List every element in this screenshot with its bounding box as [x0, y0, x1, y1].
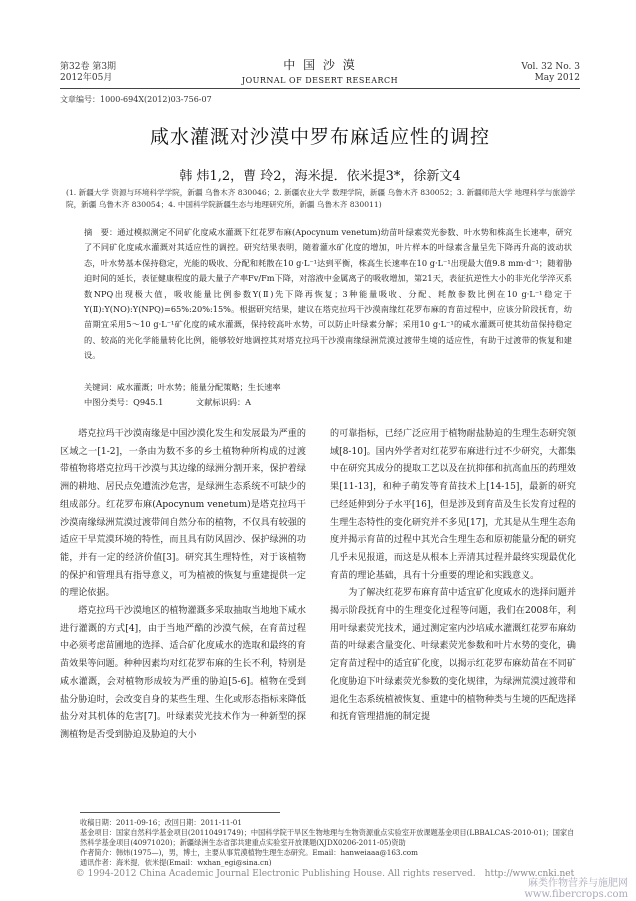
abstract: 摘 要：通过模拟测定不同矿化度咸水灌溉下红花罗布麻(Apocynum venetum)幼苗叶绿素荧光参数、叶水势和株高生长速率，研究了不同矿化度咸水灌溉对其适应性的调控。研究结果表明，随着灌水矿化度的增加，叶片样本的叶绿素含量呈先下降再升高的波动状态，叶水势基本保持稳定，光能的吸收、分配和耗散在10 g·L⁻¹达到平衡，株高生长速率在10 g·L⁻¹出现最大值9.8 mm·d⁻¹；随着胁迫时间的延长，表征健康程度的最大量子产率Fv/Fm下降，对溶液中金属离子的吸收增加，第21天，表征抗逆性大小的非光化学淬灭系数NPQ出现极大值，吸收能量比例参数Y(Ⅱ)先下降再恢复；3种能量吸收、分配、耗散参数比例在10 g·L⁻¹稳定于Y(Ⅱ):Y(NO):Y(NPQ)=65%:20%:15%。根据研究结果，建议在塔克拉玛干沙漠南缘红花罗布麻的育苗过程中，应该分阶段抚育，幼苗期宜采用5～10 g·L⁻¹矿化度的咸水灌溉，保持较高叶水势，可以防止叶绿素分解；采用10 g·L⁻¹的咸水灌溉可使其幼苗保持稳定的、较高的光化学能量转化比例，能够较好地调控其对塔克拉玛干沙漠南缘绿洲荒漠过渡带生境的适应性，有助于过渡带的恢复和建设。	[84, 227, 572, 361]
body-column-left	[60, 426, 306, 745]
affiliations: (1. 新疆大学 资源与环境科学学院，新疆 乌鲁木齐 830046；2. 新疆农业大学 数理学院，新疆 乌鲁木齐 830052；3. 新疆师范大学 地理科学与旅游学院，新疆 乌鲁木齐 830054；4. 中国科学院新疆生态与地理研究所，新疆 乌鲁木齐 830011)	[66, 188, 576, 209]
article-number: 文章编号：1000-694X(2012)03-756-07	[60, 95, 212, 104]
paragraph: 塔克拉玛干沙漠地区的植物灌溉多采取抽取当地地下咸水进行灌溉的方式[4]，由于当地严酷的沙漠气候，在育苗过程中必须考虑苗圃地的选择、适合矿化度咸水的选取和最终的育苗效果等问题。种种因素均对红花罗布麻的生长不利，特别是咸水灌溉，会对植物形成较为严重的胁迫[5-6]。植物在受到盐分胁迫时，会改变自身的某些生理、生化或形态指标来降低盐分对其机体的危害[7]。叶绿素荧光技术作为一种新型的探测植物是否受到胁迫及胁迫的大小	[60, 606, 306, 740]
footnote-rule	[80, 812, 280, 813]
body-column-right	[330, 426, 576, 727]
paper-title: 咸水灌溉对沙漠中罗布麻适应性的调控	[149, 126, 490, 148]
fund-info: 基金项目：国家自然科学基金项目(20110491749)；中国科学院干旱区生物地理与生物资源重点实验室开放课题基金项目(LBBALCAS-2010-01)；国家自然科学基金项目(40971020)；新疆绿洲生态省部共建重点实验室开放课题(XJDX0206-2011-05)资助	[80, 828, 575, 847]
footnote	[80, 818, 580, 868]
watermark: 麻类作物营养与施肥网 www.fibercrops.com	[524, 878, 628, 900]
classification: 中图分类号：Q945.1 文献标识码：A	[84, 397, 252, 407]
paragraph: 为了解决红花罗布麻育苗中适宜矿化度咸水的选择问题并揭示阶段抚育中的生理变化过程等问题，我们在2008年，利用叶绿素荧光技术，通过测定室内沙培咸水灌溉红花罗布麻幼苗的叶绿素含量变化、叶绿素荧光参数和叶片水势的变化，确定育苗过程中的适宜矿化度，以揭示红花罗布麻幼苗在不同矿化度胁迫下叶绿素荧光参数的变化规律，为绿洲荒漠过渡带和退化生态系统植被恢复、重建中的植物种类与生境的匹配选择和抚育管理措施的制定提	[330, 588, 576, 723]
author-bio: 作者简介：韩炜(1975—)，男，博士，主要从事荒漠植物生理生态研究。Email：hanweiaaa@163.com	[80, 848, 418, 857]
volume-issue: 第32卷 第3期 2012年05月	[60, 62, 117, 83]
journal-title: 中 国 沙 漠 JOURNAL OF DESERT RESEARCH	[241, 58, 399, 85]
paragraph: 的可靠指标，已经广泛应用于植物耐盐胁迫的生理生态研究领域[8-10]。国内外学者对红花罗布麻进行过不少研究，大都集中在研究其成分的提取工艺以及在抗抑郁和抗高血压的药理效果[11-13]，和种子萌发等育苗技术上[14-15]，最新的研究已经延伸到分子水平[16]，但是涉及到育苗及生长发育过程的生理生态特性的变化研究并不多见[17]，尤其是从生理生态角度并揭示育苗的过程中其光合生理生态和原初能量分配的研究几乎未见报道，而这是从根本上弄清其过程并最终实现最优化育苗的理论基础，具有十分重要的理论和实践意义。	[330, 429, 577, 581]
keywords: 关键词：咸水灌溉；叶水势；能量分配策略；生长速率	[84, 382, 281, 392]
volume-issue-en: Vol. 32 No. 3 May 2012	[521, 62, 580, 83]
header-rule	[60, 88, 580, 89]
author-list: 韩 炜1,2，曹 玲2，海米提．依米提3*，徐新文4	[179, 169, 461, 184]
received-date: 收稿日期：2011-09-16；改回日期：2011-11-01	[80, 818, 242, 827]
copyright-notice: © 1994-2012 China Academic Journal Electronic Publishing House. All rights reserved. http://www.cnki.net	[75, 869, 575, 879]
paragraph: 塔克拉玛干沙漠南缘是中国沙漠化发生和发展最为严重的区域之一[1-2]，一条由为数不多的乡土植物种所构成的过渡带植物将塔克拉玛干沙漠与其边缘的绿洲分割开来，保护着绿洲的耕地、居民点免遭流沙危害，是绿洲生态系统不可缺少的组成部分。红花罗布麻(Apocynum venetum)是塔克拉玛干沙漠南缘绿洲荒漠过渡带间自然分布的植物，不仅具有较强的适应干旱荒漠环境的特性，而且具有防风固沙、保护绿洲的功能，并有一定的经济价值[3]。研究其生理特性，对于该植物的保护和管理具有指导意义，可为植被的恢复与重建提供一定的理论依据。	[60, 429, 306, 599]
corresponding-author: 通讯作者：海米提．依米提(Email：wxhan_egi@sina.cn)	[80, 858, 272, 867]
